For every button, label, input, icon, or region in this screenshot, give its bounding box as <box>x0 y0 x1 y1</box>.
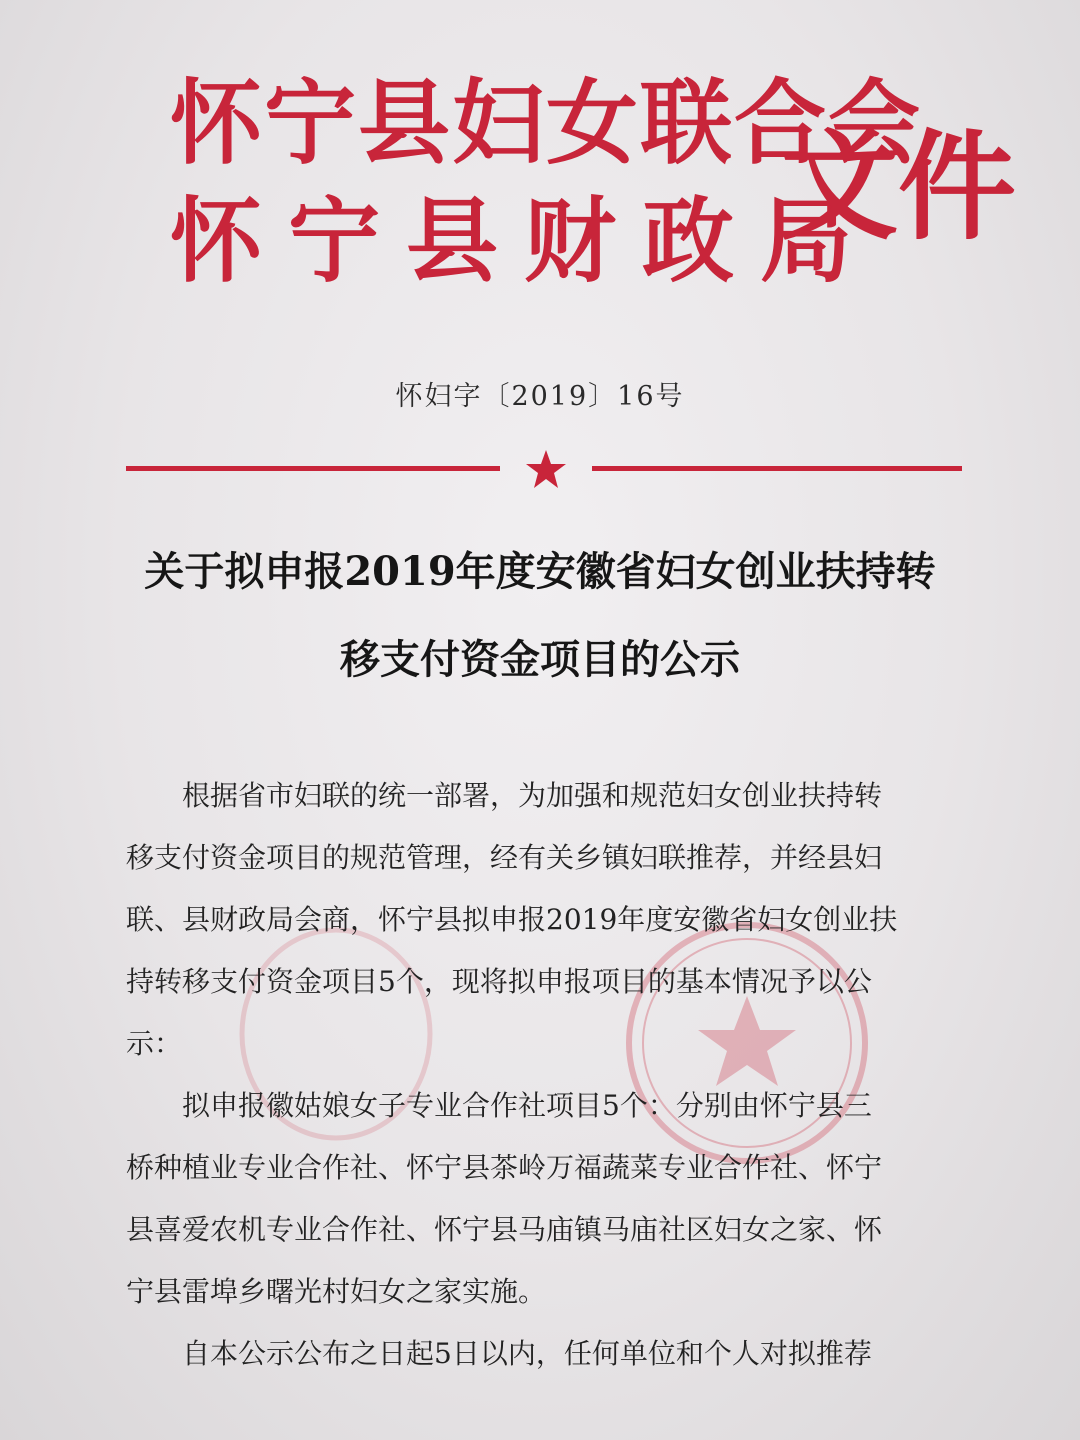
body-line: 示： <box>126 1027 183 1060</box>
body-line: 根据省市妇联的统一部署，为加强和规范妇女创业扶持转 <box>126 779 883 812</box>
issuer-line-2: 怀宁县财政局 <box>170 188 879 295</box>
document-title-line-1: 关于拟申报2019年度安徽省妇女创业扶持转 <box>144 548 936 595</box>
body-line: 宁县雷埠乡曙光村妇女之家实施。 <box>126 1275 547 1308</box>
star-icon <box>524 448 568 492</box>
document-type-label: 文件 <box>780 118 1017 256</box>
divider-line-left <box>126 466 500 471</box>
body-line: 拟申报徽姑娘女子专业合作社项目5个：分别由怀宁县三 <box>126 1089 872 1122</box>
issuer-line-1: 怀宁县妇女联合会 <box>170 70 923 177</box>
document-number: 怀妇字〔2019〕16号 <box>395 381 685 412</box>
document-title-line-2: 移支付资金项目的公示 <box>340 636 740 683</box>
body-line: 持转移支付资金项目5个，现将拟申报项目的基本情况予以公 <box>126 965 872 998</box>
body-line: 县喜爱农机专业合作社、怀宁县马庙镇马庙社区妇女之家、怀 <box>126 1213 883 1246</box>
body-line: 联、县财政局会商，怀宁县拟申报2019年度安徽省妇女创业扶 <box>126 903 898 936</box>
divider-line-right <box>592 466 962 471</box>
body-line: 自本公示公布之日起5日以内，任何单位和个人对拟推荐 <box>126 1337 872 1370</box>
body-line: 移支付资金项目的规范管理，经有关乡镇妇联推荐，并经县妇 <box>126 841 883 874</box>
document-header <box>170 70 1017 308</box>
red-divider <box>126 448 962 492</box>
body-line: 桥种植业专业合作社、怀宁县茶岭万福蔬菜专业合作社、怀宁 <box>126 1151 883 1184</box>
